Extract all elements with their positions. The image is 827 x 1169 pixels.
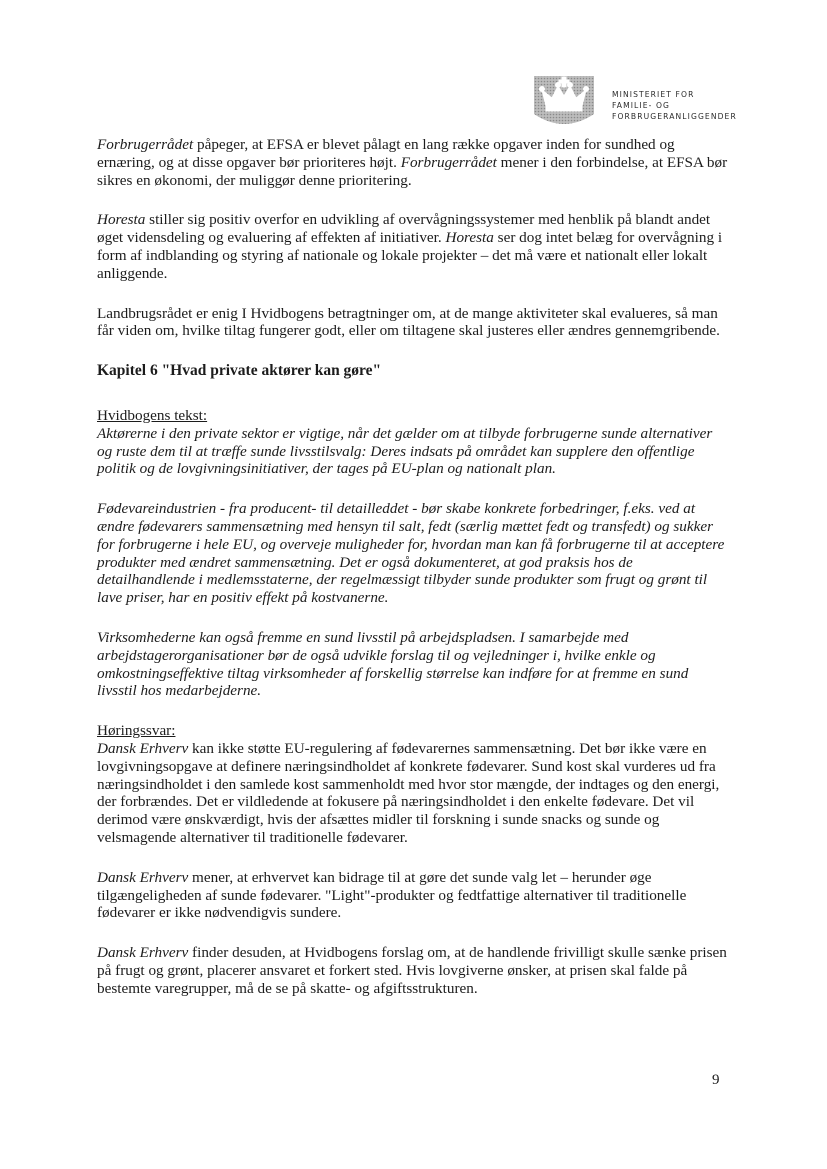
org-name: Horesta: [97, 211, 146, 229]
hvidbog-quote-2: Fødevareindustrien - fra producent- til detailleddet - bør skabe konkrete forbedringer, f.eks. ved at ændre fødevarers sammensætning med hensyn til salt, fedt (særlig mættet fedt og transfedt) og sukker for forbrugerne i hele EU, og overveje muligheder for, hvordan man kan få forbrugerne til at acceptere produkter med ændret sammensætning. Det er også dokumenteret, at god praksis hos de detailhandlende i medlemsstaterne, der regelmæssigt tilbyder sunde produkter som frugt og grønt til lave priser, har en positiv effekt på kostvanerne.: [97, 500, 725, 607]
hoering-label: Høringssvar:: [97, 722, 176, 740]
org-name: Dansk Erhverv: [97, 944, 189, 962]
ministry-name-line-1: MINISTERIET FOR: [612, 90, 695, 99]
chapter-heading: Kapitel 6 "Hvad private aktører kan gøre": [97, 362, 382, 380]
hvidbog-label: Hvidbogens tekst:: [97, 406, 208, 424]
ministry-name-line-2: FAMILIE- OG: [612, 101, 671, 110]
response-dansk-erhverv-2: Dansk Erhverv mener, at erhvervet kan bidrage til at gøre det sunde valg let – herunder øge tilgængeligheden af sunde fødevarer. "Light"-produkter og fedtfattige alternativer til traditionelle fødevarer er ikke nødvendigvis sundere.: [97, 868, 687, 922]
document-body: [97, 136, 731, 997]
org-name: Dansk Erhverv: [97, 868, 189, 886]
org-name: Dansk Erhverv: [97, 739, 189, 757]
ministry-name: [612, 89, 737, 122]
ministry-crown-logo-icon: [528, 74, 600, 130]
hvidbog-quote-3: Virksomhederne kan også fremme en sund livsstil på arbejdspladsen. I samarbejde med arbejdstagerorganisationer bør de også udvikle forslag til og vejledninger i, hvilke enkle og omkostningseffektive tiltag virksomheder af forskellig størrelse kan indføre for at fremme en sund livsstil hos medarbejderne.: [97, 628, 689, 700]
page-number: 9: [712, 1072, 720, 1088]
hvidbog-quote-1: Aktørerne i den private sektor er vigtige, når det gælder om at tilbyde forbrugerne sunde alternativer og ruste dem til at træffe sunde livsstilsvalg: Deres indsats på området kan supplere den offentlige politik og de lovgivningsinitiativer, der tages på EU-plan og nationalt plan.: [97, 424, 713, 478]
paragraph-landbrugsraadet: Landbrugsrådet er enig I Hvidbogens betragtninger om, at de mange aktiviteter skal evalueres, så man får viden om, hvilke tiltag fungerer godt, eller om tiltagene skal justeres eller ændres gennemgribende.: [97, 304, 720, 340]
org-name: Forbrugerrådet: [400, 153, 497, 171]
paragraph-horesta: Horesta stiller sig positiv overfor en udvikling af overvågningssystemer med henblik på blandt andet øget vidensdeling og evaluering af effekten af initiativer. Horesta ser dog intet belæg for overvågning i form af indblanding og styring af nationale og lokale projekter – det må være et nationalt eller lokalt anliggende.: [97, 211, 723, 282]
org-name: Horesta: [445, 229, 494, 247]
org-name: Forbrugerrådet: [97, 136, 194, 153]
response-dansk-erhverv-3: Dansk Erhverv finder desuden, at Hvidbogens forslag om, at de handlende frivilligt skulle sænke prisen på frugt og grønt, placerer ansvaret et forkert sted. Hvis lovgiverne ønsker, at prisen skal falde på bestemte varegrupper, må de se på skatte- og afgiftsstrukturen.: [97, 944, 727, 997]
paragraph-forbrugerraadet: Forbrugerrådet påpeger, at EFSA er blevet pålagt en lang række opgaver inden for sundhed og ernæring, og at disse opgaver bør prioriteres højt. Forbrugerrådet mener i den forbindelse, at EFSA bør sikres en økonomi, der muliggør denne prioritering.: [97, 136, 728, 189]
ministry-name-line-3: FORBRUGERANLIGGENDER: [612, 112, 737, 121]
response-dansk-erhverv-1: Dansk Erhverv kan ikke støtte EU-regulering af fødevarernes sammensætning. Det bør ikke være en lovgivningsopgave at definere næringsindholdet af konkrete fødevarer. Sund kost skal vurderes ud fra næringsindholdet i den samlede kost sammenholdt med hvor stor mængde, der indtages og den energi, der forbrændes. Det er vildledende at fokusere på næringsindholdet i den enkelte fødevare. Det vil derimod være ønskværdigt, hvis der afsættes midler til forskning i sunde snacks og sunde og velsmagende alternativer til traditionelle fødevarer.: [97, 739, 720, 846]
